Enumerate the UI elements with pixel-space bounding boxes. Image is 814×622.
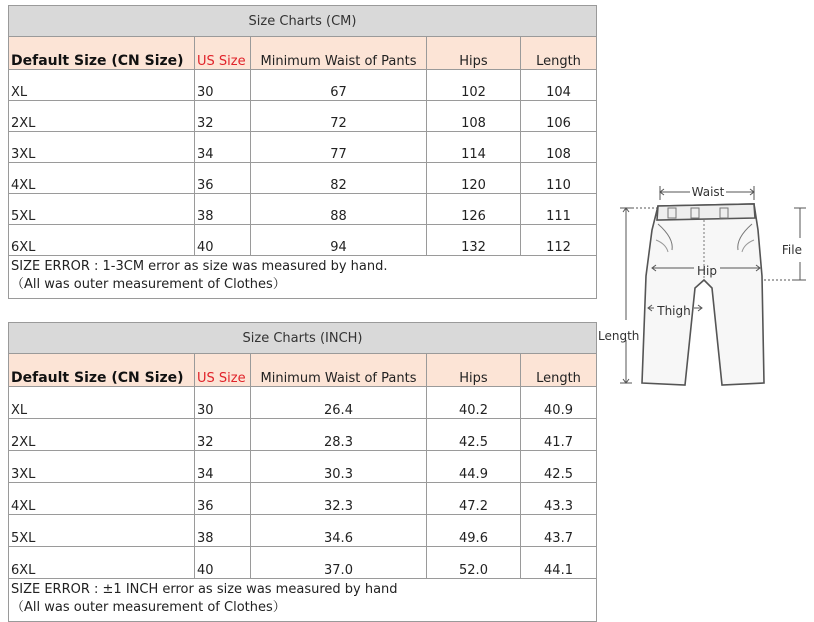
length-label: Length <box>598 329 640 343</box>
cell-waist: 77 <box>251 132 427 163</box>
cell-size: 3XL <box>9 132 195 163</box>
file-label: File <box>781 243 802 257</box>
table-row <box>9 515 597 547</box>
thigh-label: Thigh <box>657 304 691 318</box>
cell-waist: 32.3 <box>251 483 427 515</box>
cell-length: 111 <box>521 194 597 225</box>
cell-size: 2XL <box>9 419 195 451</box>
size-error-note-row <box>9 256 597 299</box>
cell-length: 42.5 <box>521 451 597 483</box>
cell-hips: 108 <box>427 101 521 132</box>
table-header-row <box>9 37 597 70</box>
cell-hips: 49.6 <box>427 515 521 547</box>
cell-hips: 120 <box>427 163 521 194</box>
cell-hips: 126 <box>427 194 521 225</box>
header-length: Length <box>521 354 597 387</box>
table-row <box>9 70 597 101</box>
measurement-note-line: （All was outer measurement of Clothes） <box>11 277 286 292</box>
table-title: Size Charts (CM) <box>9 6 597 37</box>
cell-size: 4XL <box>9 163 195 194</box>
size-error-note-row <box>9 579 597 622</box>
cell-waist: 30.3 <box>251 451 427 483</box>
cell-length: 104 <box>521 70 597 101</box>
cell-hips: 52.0 <box>427 547 521 579</box>
cell-length: 112 <box>521 225 597 256</box>
cell-size: 3XL <box>9 451 195 483</box>
header-min-waist: Minimum Waist of Pants <box>251 354 427 387</box>
table-row <box>9 387 597 419</box>
cell-us-size: 38 <box>195 194 251 225</box>
cell-us-size: 34 <box>195 132 251 163</box>
table-row <box>9 419 597 451</box>
cell-us-size: 38 <box>195 515 251 547</box>
table-row <box>9 132 597 163</box>
hip-label: Hip <box>697 264 717 278</box>
cell-hips: 42.5 <box>427 419 521 451</box>
size-error-line: SIZE ERROR : ±1 INCH error as size was measured by hand <box>11 582 398 597</box>
header-hips: Hips <box>427 354 521 387</box>
header-min-waist: Minimum Waist of Pants <box>251 37 427 70</box>
cell-length: 106 <box>521 101 597 132</box>
cell-waist: 82 <box>251 163 427 194</box>
cell-waist: 67 <box>251 70 427 101</box>
cell-size: 5XL <box>9 515 195 547</box>
header-us-size: US Size <box>195 354 251 387</box>
cell-length: 41.7 <box>521 419 597 451</box>
cell-length: 110 <box>521 163 597 194</box>
cell-us-size: 36 <box>195 483 251 515</box>
table-row <box>9 225 597 256</box>
size-error-note <box>9 579 597 622</box>
pants-measurement-diagram <box>596 180 810 390</box>
size-chart-inch-table <box>8 322 597 622</box>
size-chart-cm-table <box>8 5 597 299</box>
cell-size: XL <box>9 387 195 419</box>
cell-waist: 94 <box>251 225 427 256</box>
cell-us-size: 34 <box>195 451 251 483</box>
cell-waist: 34.6 <box>251 515 427 547</box>
cell-size: 4XL <box>9 483 195 515</box>
cell-hips: 44.9 <box>427 451 521 483</box>
cell-size: 2XL <box>9 101 195 132</box>
header-default-size: Default Size (CN Size) <box>9 37 195 70</box>
cell-hips: 40.2 <box>427 387 521 419</box>
header-hips: Hips <box>427 37 521 70</box>
cell-waist: 88 <box>251 194 427 225</box>
pants-outline-icon <box>642 204 764 385</box>
cell-length: 43.7 <box>521 515 597 547</box>
table-title-row <box>9 323 597 354</box>
cell-length: 40.9 <box>521 387 597 419</box>
cell-waist: 72 <box>251 101 427 132</box>
cell-size: 5XL <box>9 194 195 225</box>
measurement-note-line: （All was outer measurement of Clothes） <box>11 600 286 615</box>
header-us-size: US Size <box>195 37 251 70</box>
cell-length: 44.1 <box>521 547 597 579</box>
table-row <box>9 483 597 515</box>
table-row <box>9 547 597 579</box>
table-title-row <box>9 6 597 37</box>
table-row <box>9 163 597 194</box>
size-error-line: SIZE ERROR : 1-3CM error as size was measured by hand. <box>11 259 388 274</box>
size-error-note <box>9 256 597 299</box>
cell-waist: 28.3 <box>251 419 427 451</box>
cell-size: 6XL <box>9 547 195 579</box>
cell-hips: 102 <box>427 70 521 101</box>
cell-us-size: 32 <box>195 101 251 132</box>
cell-hips: 114 <box>427 132 521 163</box>
cell-size: 6XL <box>9 225 195 256</box>
cell-us-size: 30 <box>195 387 251 419</box>
waist-label: Waist <box>691 185 725 199</box>
cell-waist: 26.4 <box>251 387 427 419</box>
table-row <box>9 451 597 483</box>
table-row <box>9 194 597 225</box>
pants-illustration <box>596 180 810 390</box>
cell-size: XL <box>9 70 195 101</box>
table-title: Size Charts (INCH) <box>9 323 597 354</box>
cell-length: 43.3 <box>521 483 597 515</box>
cell-us-size: 40 <box>195 547 251 579</box>
cell-waist: 37.0 <box>251 547 427 579</box>
table-header-row <box>9 354 597 387</box>
cell-length: 108 <box>521 132 597 163</box>
cell-us-size: 40 <box>195 225 251 256</box>
cell-us-size: 32 <box>195 419 251 451</box>
header-default-size: Default Size (CN Size) <box>9 354 195 387</box>
header-length: Length <box>521 37 597 70</box>
cell-us-size: 30 <box>195 70 251 101</box>
cell-hips: 132 <box>427 225 521 256</box>
cell-us-size: 36 <box>195 163 251 194</box>
cell-hips: 47.2 <box>427 483 521 515</box>
table-row <box>9 101 597 132</box>
